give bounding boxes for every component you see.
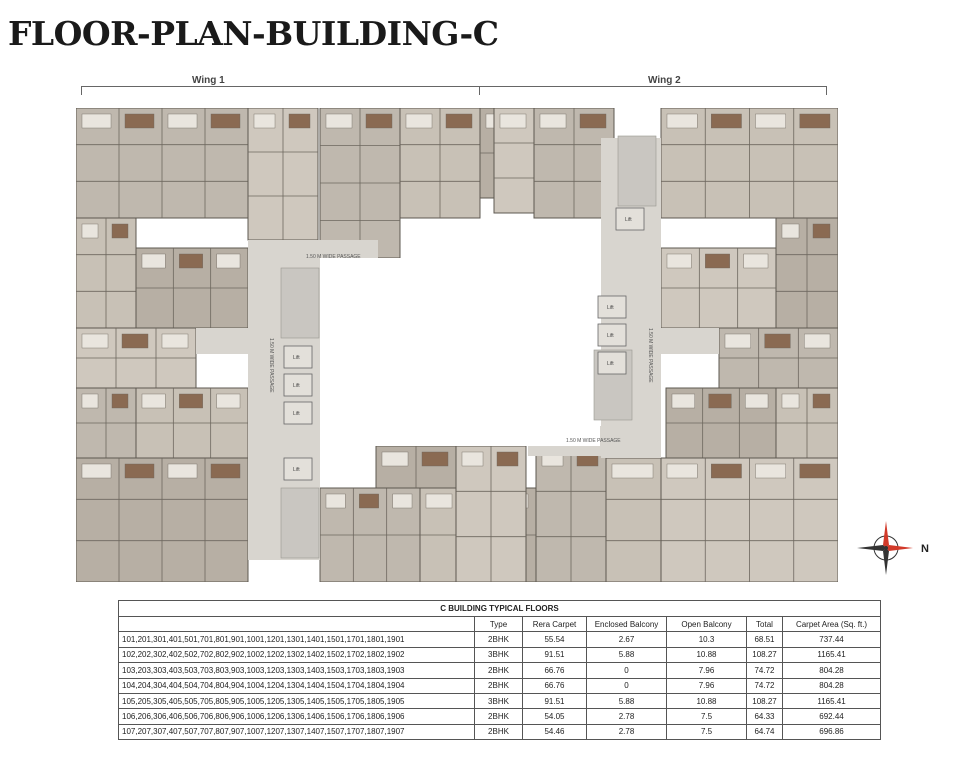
passage-label-top: 1.50 M WIDE PASSAGE — [306, 254, 361, 260]
unit-type-cell: 2BHK — [475, 724, 523, 739]
header-rera-carpet: Rera Carpet — [523, 617, 587, 632]
unit-numbers-cell: 105,205,305,405,505,705,805,905,1005,1205,1305,1405,1505,1705,1805,1905 — [119, 693, 475, 708]
rera-carpet-cell: 55.54 — [523, 632, 587, 647]
open-balcony-cell: 7.96 — [667, 678, 747, 693]
apartment-unit-block — [136, 248, 248, 328]
enclosed-balcony-cell: 2.78 — [587, 724, 667, 739]
total-cell: 64.33 — [747, 709, 783, 724]
apartment-unit-block — [376, 446, 456, 488]
unit-numbers-cell: 107,207,307,407,507,707,807,907,1007,1207,1307,1407,1507,1707,1807,1907 — [119, 724, 475, 739]
table-row — [119, 632, 881, 647]
apartment-unit-block — [136, 388, 248, 458]
lift-block — [284, 374, 312, 396]
lift-block — [616, 208, 644, 230]
header-open-balcony: Open Balcony — [667, 617, 747, 632]
unit-type-cell: 3BHK — [475, 647, 523, 662]
enclosed-balcony-cell: 0 — [587, 663, 667, 678]
carpet-area-cell: 696.86 — [783, 724, 881, 739]
apartment-unit-block — [76, 458, 248, 582]
apartment-unit-block — [248, 108, 318, 240]
unit-type-cell: 2BHK — [475, 709, 523, 724]
unit-numbers-cell: 104,204,304,404,504,704,804,904,1004,1204,1304,1404,1504,1704,1804,1904 — [119, 678, 475, 693]
compass-icon — [855, 517, 935, 579]
enclosed-balcony-cell: 0 — [587, 678, 667, 693]
apartment-unit-block — [536, 446, 606, 582]
unit-numbers-cell: 103,203,303,403,503,703,803,903,1003,1203,1303,1403,1503,1703,1803,1903 — [119, 663, 475, 678]
header-type: Type — [475, 617, 523, 632]
carpet-area-cell: 1165.41 — [783, 647, 881, 662]
rera-carpet-cell: 66.76 — [523, 663, 587, 678]
lift-block — [598, 296, 626, 318]
apartment-unit-block — [606, 458, 661, 582]
total-cell: 108.27 — [747, 693, 783, 708]
wing-1-label: Wing 1 — [186, 75, 231, 86]
floor-plan — [76, 108, 838, 582]
lift-label: Lift — [293, 467, 300, 473]
header-enclosed-balcony: Enclosed Balcony — [587, 617, 667, 632]
table-row — [119, 709, 881, 724]
apartment-unit-block — [76, 108, 248, 218]
carpet-area-cell: 692.44 — [783, 709, 881, 724]
unit-numbers-cell: 101,201,301,401,501,701,801,901,1001,1201,1301,1401,1501,1701,1801,1901 — [119, 632, 475, 647]
rera-carpet-cell: 54.05 — [523, 709, 587, 724]
passage-label-right: 1.50 M WIDE PASSAGE — [647, 328, 653, 383]
table-row — [119, 663, 881, 678]
total-cell: 68.51 — [747, 632, 783, 647]
lift-label: Lift — [607, 333, 614, 339]
header-total: Total — [747, 617, 783, 632]
enclosed-balcony-cell: 5.88 — [587, 693, 667, 708]
apartment-unit-block — [666, 388, 776, 458]
open-balcony-cell: 10.88 — [667, 647, 747, 662]
carpet-area-cell: 737.44 — [783, 632, 881, 647]
passage-label-bottom: 1.50 M WIDE PASSAGE — [566, 438, 621, 444]
wing-1-bracket — [81, 86, 480, 95]
table-header-row — [119, 617, 881, 632]
lift-block — [598, 324, 626, 346]
apartment-unit-block — [776, 388, 838, 458]
lift-label: Lift — [293, 355, 300, 361]
table-row — [119, 678, 881, 693]
open-balcony-cell: 7.96 — [667, 663, 747, 678]
unit-type-cell: 2BHK — [475, 663, 523, 678]
compass-north-label: N — [921, 543, 929, 555]
apartment-unit-block — [494, 108, 534, 213]
apartment-unit-block — [76, 328, 196, 388]
carpet-area-table — [118, 600, 881, 740]
lift-label: Lift — [293, 383, 300, 389]
table-row — [119, 693, 881, 708]
carpet-area-cell: 804.28 — [783, 678, 881, 693]
apartment-unit-block — [320, 108, 400, 258]
wing-2-label: Wing 2 — [642, 75, 687, 86]
unit-type-cell: 2BHK — [475, 678, 523, 693]
enclosed-balcony-cell: 2.78 — [587, 709, 667, 724]
apartment-unit-block — [661, 248, 776, 328]
carpet-area-cell: 1165.41 — [783, 693, 881, 708]
total-cell: 64.74 — [747, 724, 783, 739]
lift-block — [598, 352, 626, 374]
unit-numbers-cell: 102,202,302,402,502,702,802,902,1002,1202,1302,1402,1502,1702,1802,1902 — [119, 647, 475, 662]
enclosed-balcony-cell: 5.88 — [587, 647, 667, 662]
table-caption: C BUILDING TYPICAL FLOORS — [119, 601, 881, 617]
header-carpet-area: Carpet Area (Sq. ft.) — [783, 617, 881, 632]
apartment-unit-block — [776, 218, 838, 328]
total-cell: 108.27 — [747, 647, 783, 662]
passage-label-left: 1.50 M WIDE PASSAGE — [268, 338, 274, 393]
wing-2-bracket — [479, 86, 827, 95]
rera-carpet-cell: 91.51 — [523, 693, 587, 708]
apartment-unit-block — [76, 388, 136, 458]
apartment-unit-block — [661, 108, 838, 218]
header-units — [119, 617, 475, 632]
enclosed-balcony-cell: 2.67 — [587, 632, 667, 647]
lift-block — [284, 458, 312, 480]
apartment-unit-block — [400, 108, 480, 218]
total-cell: 74.72 — [747, 678, 783, 693]
lift-label: Lift — [607, 361, 614, 367]
table-row — [119, 724, 881, 739]
page-title: FLOOR-PLAN-BUILDING-C — [8, 14, 499, 53]
unit-numbers-cell: 106,206,306,406,506,706,806,906,1006,1206,1306,1406,1506,1706,1806,1906 — [119, 709, 475, 724]
carpet-area-cell: 804.28 — [783, 663, 881, 678]
lift-label: Lift — [625, 217, 632, 223]
lift-block — [284, 402, 312, 424]
central-courtyard — [320, 258, 600, 446]
rera-carpet-cell: 66.76 — [523, 678, 587, 693]
apartment-unit-block — [320, 488, 420, 582]
total-cell: 74.72 — [747, 663, 783, 678]
lift-label: Lift — [293, 411, 300, 417]
apartment-unit-block — [719, 328, 838, 388]
open-balcony-cell: 10.3 — [667, 632, 747, 647]
open-balcony-cell: 7.5 — [667, 709, 747, 724]
lift-label: Lift — [607, 305, 614, 311]
apartment-unit-block — [456, 446, 526, 582]
open-balcony-cell: 10.88 — [667, 693, 747, 708]
unit-type-cell: 3BHK — [475, 693, 523, 708]
lift-block — [284, 346, 312, 368]
open-balcony-cell: 7.5 — [667, 724, 747, 739]
apartment-unit-block — [76, 218, 136, 328]
unit-type-cell: 2BHK — [475, 632, 523, 647]
table-row — [119, 647, 881, 662]
rera-carpet-cell: 54.46 — [523, 724, 587, 739]
apartment-unit-block — [661, 458, 838, 582]
rera-carpet-cell: 91.51 — [523, 647, 587, 662]
